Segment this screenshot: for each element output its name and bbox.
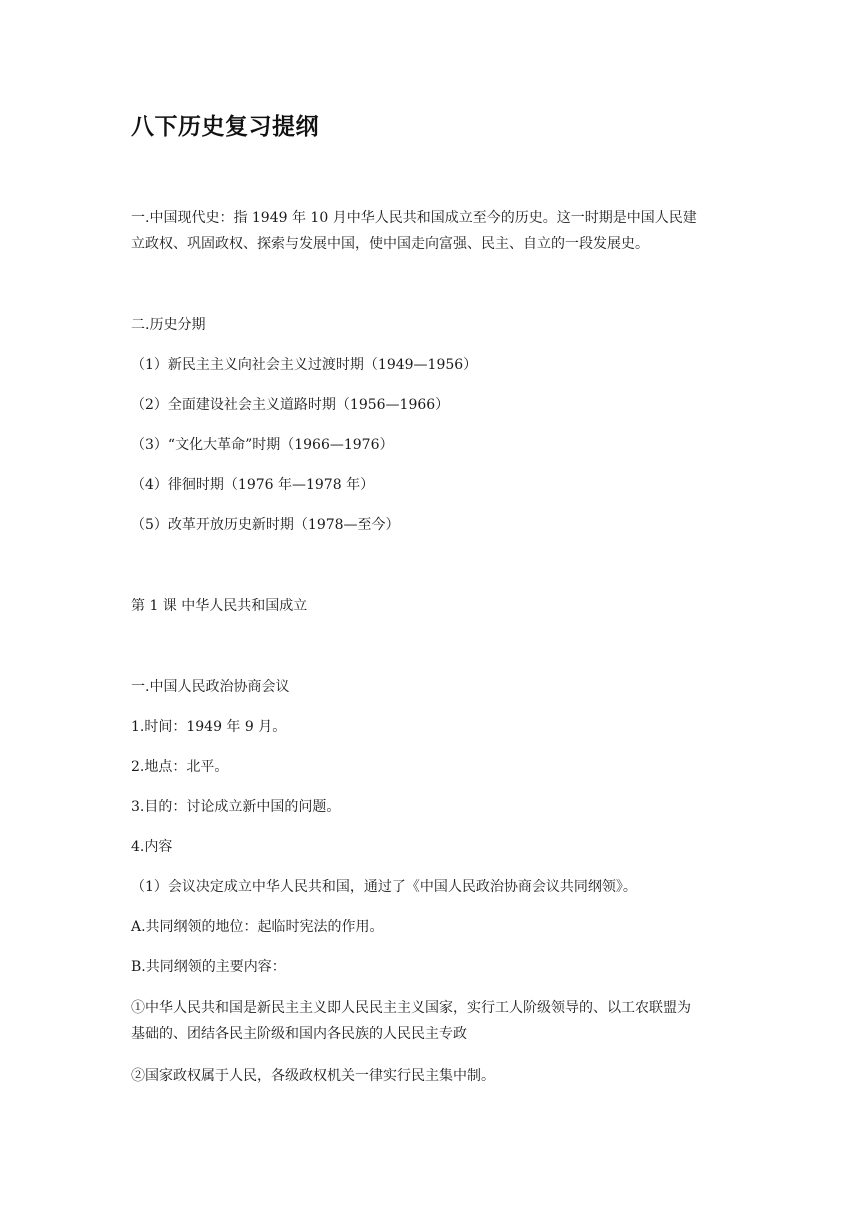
period-item-4: （4）徘徊时期（1976 年—1978 年） [131, 477, 375, 493]
cppcc-content-heading: 4.内容 [131, 839, 173, 855]
section-heading-periods: 二.历史分期 [131, 317, 206, 333]
period-item-3: （3）“文化大革命”时期（1966—1976） [131, 437, 394, 453]
cppcc-time: 1.时间：1949 年 9 月。 [131, 719, 287, 735]
cppcc-place: 2.地点：北平。 [131, 759, 229, 775]
program-main-content-heading: B.共同纲领的主要内容： [131, 959, 286, 975]
period-item-1: （1）新民主主义向社会主义过渡时期（1949—1956） [131, 357, 478, 373]
cppcc-content-item-1: （1）会议决定成立中华人民共和国，通过了《中国人民政治协商会议共同纲领》。 [131, 879, 637, 895]
cppcc-purpose: 3.目的：讨论成立新中国的问题。 [131, 799, 341, 815]
program-point-1-line-2: 基础的、团结各民主阶级和国内各民族的人民民主专政 [131, 1026, 467, 1042]
program-point-1-line-1: ①中华人民共和国是新民主主义即人民民主主义国家，实行工人阶级领导的、以工农联盟为 [131, 1000, 691, 1016]
section-heading-cppcc: 一.中国人民政治协商会议 [131, 679, 290, 695]
intro-line-1: 一.中国现代史：指 1949 年 10 月中华人民共和国成立至今的历史。这一时期是中国人民建 [131, 210, 697, 226]
program-point-2: ②国家政权属于人民，各级政权机关一律实行民主集中制。 [131, 1068, 495, 1084]
program-status: A.共同纲领的地位：起临时宪法的作用。 [131, 919, 384, 935]
intro-line-2: 立政权、巩固政权、探索与发展中国，使中国走向富强、民主、自立的一段发展史。 [131, 236, 649, 252]
document-title: 八下历史复习提纲 [131, 114, 319, 140]
period-item-5: （5）改革开放历史新时期（1978—至今） [131, 517, 400, 533]
period-item-2: （2）全面建设社会主义道路时期（1956—1966） [131, 397, 450, 413]
lesson-heading: 第 1 课 中华人民共和国成立 [131, 598, 308, 614]
